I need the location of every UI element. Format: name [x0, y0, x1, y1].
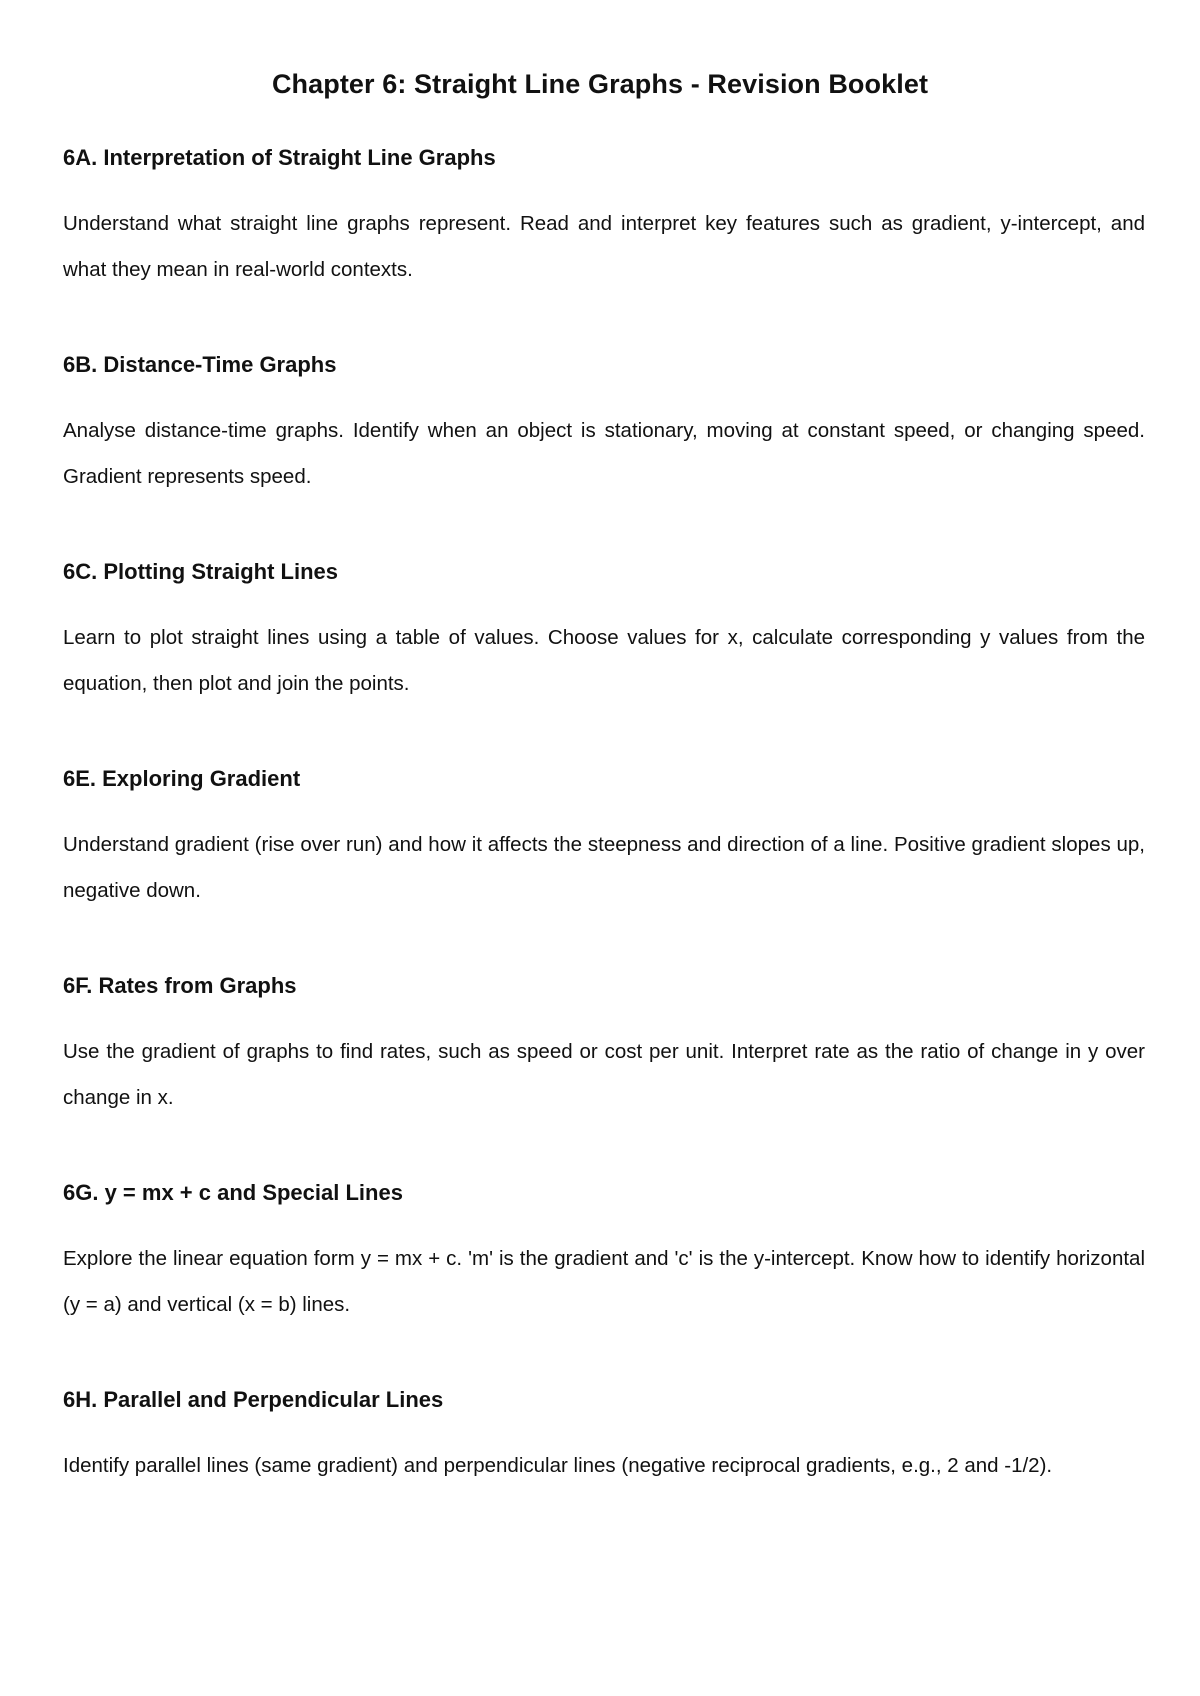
section-body: Identify parallel lines (same gradient) and perpendicular lines (negative reciprocal gradients, e.g., 2 and -1/2). [63, 1454, 1053, 1477]
section-heading: 6A. Interpretation of Straight Line Graphs [63, 145, 496, 170]
section-6e [63, 763, 1145, 914]
section-heading: 6F. Rates from Graphs [63, 973, 297, 998]
section-6a [63, 142, 1145, 293]
section-body: Use the gradient of graphs to find rates, such as speed or cost per unit. Interpret rate as the ratio of change in y over change in x. [63, 1040, 1145, 1109]
section-heading: 6G. y = mx + c and Special Lines [63, 1180, 403, 1205]
section-body: Explore the linear equation form y = mx + c. 'm' is the gradient and 'c' is the y-intercept. Know how to identify horizontal (y = a) and vertical (x = b) lines. [63, 1247, 1145, 1316]
section-body: Understand what straight line graphs represent. Read and interpret key features such as gradient, y-intercept, and what they mean in real-world contexts. [63, 212, 1145, 281]
page-title: Chapter 6: Straight Line Graphs - Revision Booklet [271, 69, 929, 99]
section-heading: 6H. Parallel and Perpendicular Lines [63, 1387, 444, 1412]
section-6b [63, 349, 1145, 500]
section-heading: 6E. Exploring Gradient [63, 766, 301, 791]
section-6c [63, 556, 1145, 707]
section-6h [63, 1384, 1145, 1489]
section-body: Learn to plot straight lines using a table of values. Choose values for x, calculate corresponding y values from the equation, then plot and join the points. [63, 626, 1145, 695]
section-heading: 6B. Distance-Time Graphs [63, 352, 337, 377]
section-heading: 6C. Plotting Straight Lines [63, 559, 339, 584]
section-6g [63, 1177, 1145, 1328]
section-body: Analyse distance-time graphs. Identify when an object is stationary, moving at constant speed, or changing speed. Gradient represents speed. [63, 419, 1145, 488]
section-6f [63, 970, 1145, 1121]
section-body: Understand gradient (rise over run) and how it affects the steepness and direction of a line. Positive gradient slopes up, negative down. [63, 833, 1145, 902]
